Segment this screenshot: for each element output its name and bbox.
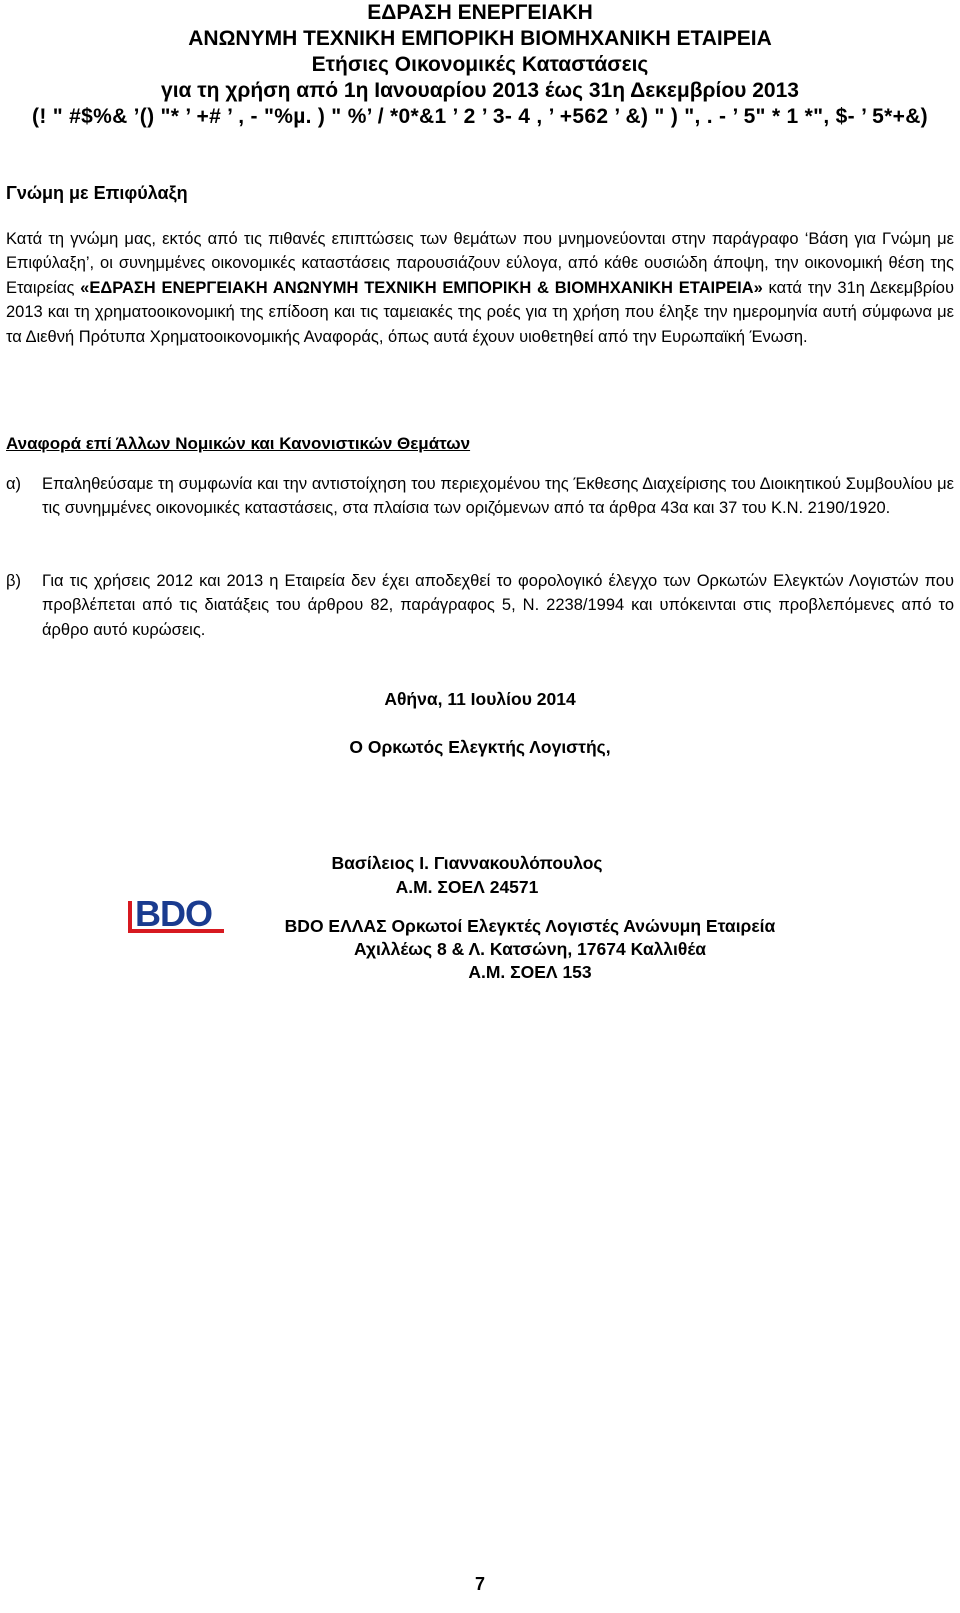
page-number: 7 [474, 1574, 485, 1594]
opinion-company-name: «ΕΔΡΑΣΗ ΕΝΕΡΓΕΙΑΚΗ ΑΝΩΝΥΜΗ ΤΕΧΝΙΚΗ ΕΜΠΟΡΙΚΗ & ΒΙΟΜΗΧΑΝΙΚΗ ΕΤΑΙΡΕΙΑ» [80, 278, 763, 297]
list-item-marker: β) [6, 572, 21, 590]
firm-address: Αχιλλέως 8 & Λ. Κατσώνη, 17674 Καλλιθέα [353, 939, 707, 959]
other-matters-title: Αναφορά επί Άλλων Νομικών και Κανονιστικών Θεμάτων [6, 434, 471, 453]
opinion-paragraph [6, 227, 954, 349]
header-company-type: ΑΝΩΝΥΜΗ ΤΕΧΝΙΚΗ ΕΜΠΟΡΙΚΗ ΒΙΟΜΗΧΑΝΙΚΗ ΕΤΑΙΡΕΙΑ [188, 27, 772, 50]
list-item-marker: α) [6, 475, 22, 493]
list-item [6, 472, 954, 521]
auditor-role: Ο Ορκωτός Ελεγκτής Λογιστής, [349, 737, 611, 757]
header-garbled-line: (! " #$%& ’() "* ’ +# ’ , - "%µ. ) " %’ / *0*&1 ’ 2 ’ 3- 4 , ’ +562 ’ &) " ) ", . - ’ 5" * 1 *", $- ’ 5*+&) [32, 105, 928, 128]
firm-registry: Α.Μ. ΣΟΕΛ 153 [468, 962, 592, 982]
auditor-registry: Α.Μ. ΣΟΕΛ 24571 [395, 877, 539, 897]
opinion-text-after: κατά την 31η Δεκεμβρίου 2013 και τη χρηματοοικονομική της επίδοση και τις ταμειακές της ροές για τη χρήση που έληξε την ημερομηνία αυτή σύμφωνα με τα Διεθνή Πρότυπα Χρηματοοικονομικής Αναφοράς, όπως αυτά έχουν υιοθετηθεί από την Ευρωπαϊκή Ένωση. [6, 278, 954, 346]
list-item [6, 569, 954, 642]
place-date: Αθήνα, 11 Ιουλίου 2014 [384, 689, 576, 709]
header-report-title: Ετήσιες Οικονομικές Καταστάσεις [311, 53, 649, 76]
document-header [0, 0, 960, 130]
header-company-name: ΕΔΡΑΣΗ ΕΝΕΡΓΕΙΑΚΗ [367, 1, 593, 24]
bdo-logo-text: BDO [135, 893, 212, 934]
auditor-name: Βασίλειος Ι. Γιαννακουλόπουλος [331, 853, 603, 873]
list-item-text: Για τις χρήσεις 2012 και 2013 η Εταιρεία δεν έχει αποδεχθεί το φορολογικό έλεγχο των Ορκωτών Ελεγκτών Λογιστών που προβλέπεται από τις διατάξεις του άρθρου 82, παράγραφος 5, Ν. 2238/1994 και υπόκεινται στις προβλεπόμενες από το άρθρο αυτό κυρώσεις. [42, 572, 954, 639]
firm-name: BDO ΕΛΛΑΣ Ορκωτοί Ελεγκτές Λογιστές Ανώνυμη Εταιρεία [284, 916, 776, 936]
opinion-text-before: Κατά τη γνώμη μας, εκτός από τις πιθανές επιπτώσεις των θεμάτων που μνημονεύονται στην παράγραφο ‘Βάση για Γνώμη με Επιφύλαξη’, οι συνημμένες οικονομικές καταστάσεις παρουσιάζουν εύλογα, από κάθε ουσιώδη άποψη, την οικονομική θέση της Εταιρείας [6, 230, 954, 297]
list-item-text: Επαληθεύσαμε τη συμφωνία και την αντιστοίχηση του περιεχομένου της Έκθεσης Διαχείρισης του Διοικητικού Συμβουλίου με τις συνημμένες οικονομικές καταστάσεις, στα πλαίσια των οριζόμενων από τα άρθρα 43α και 37 του Κ.Ν. 2190/1920. [42, 475, 954, 518]
header-period: για τη χρήση από 1η Ιανουαρίου 2013 έως 31η Δεκεμβρίου 2013 [161, 79, 799, 102]
opinion-title: Γνώμη με Επιφύλαξη [6, 183, 188, 203]
